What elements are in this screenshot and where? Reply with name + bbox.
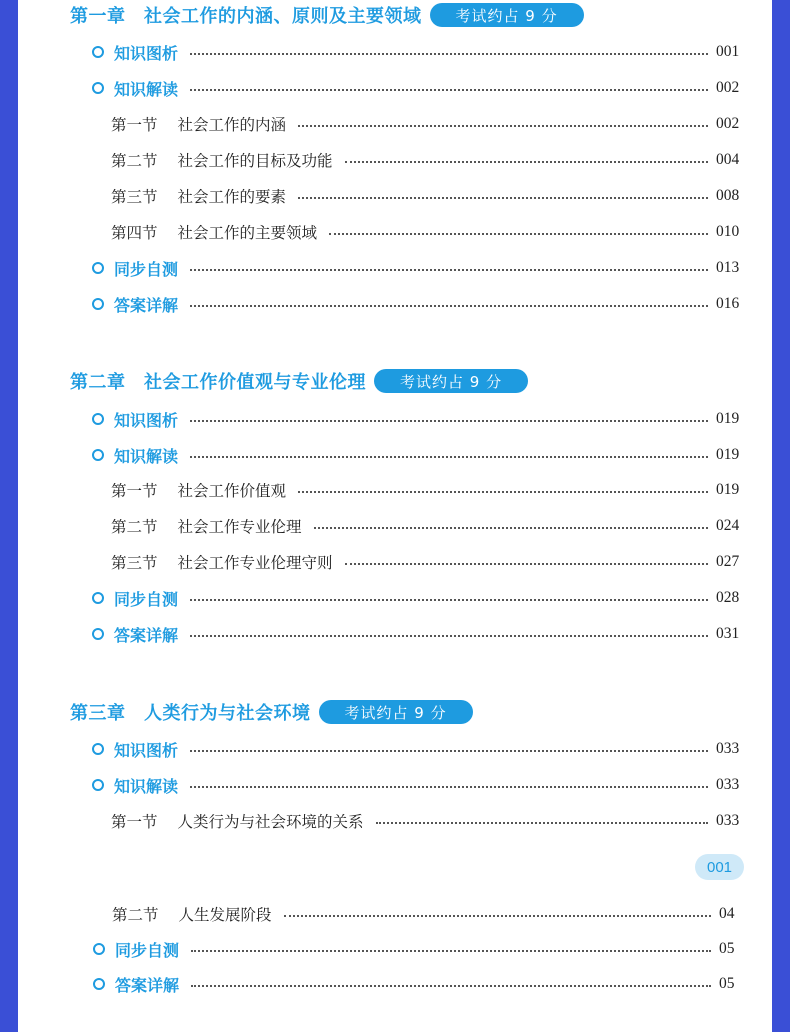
dot-leader <box>284 915 711 917</box>
toc-entry[interactable] <box>92 408 744 430</box>
toc-entry[interactable] <box>111 113 744 135</box>
toc-entry[interactable] <box>93 938 737 960</box>
toc-entry[interactable] <box>92 444 744 466</box>
toc-entry[interactable] <box>92 774 744 796</box>
entry-page: 010 <box>716 223 740 240</box>
entry-label: 第一节 社会工作的内涵 <box>111 116 287 134</box>
entry-label: 第二节 社会工作的目标及功能 <box>111 152 333 170</box>
bullet-icon <box>92 413 104 425</box>
entry-page: 019 <box>716 481 740 498</box>
chapter-3-heading[interactable] <box>70 699 473 725</box>
entry-label: 答案详解 <box>115 975 180 995</box>
dot-leader <box>190 89 708 91</box>
entry-page: 002 <box>716 79 740 96</box>
toc-entry[interactable] <box>92 77 744 99</box>
bullet-icon <box>92 298 104 310</box>
toc-entry[interactable] <box>92 41 744 63</box>
entry-page: 04 <box>719 905 735 922</box>
dot-leader <box>190 750 708 752</box>
entry-label: 答案详解 <box>114 625 179 645</box>
dot-leader <box>329 233 708 235</box>
toc-page <box>18 0 772 1032</box>
toc-entry[interactable] <box>92 293 744 315</box>
dot-leader <box>298 125 708 127</box>
dot-leader <box>190 305 708 307</box>
toc-entry[interactable] <box>92 623 744 645</box>
bullet-icon <box>92 262 104 274</box>
bullet-icon <box>93 943 105 955</box>
dot-leader <box>190 269 708 271</box>
chapter-2-heading[interactable] <box>70 368 528 394</box>
chapter-title: 第二章 社会工作价值观与专业伦理 <box>70 372 366 393</box>
toc-entry[interactable] <box>111 551 744 573</box>
entry-label: 第二节 人生发展阶段 <box>112 906 272 924</box>
entry-label: 知识图析 <box>114 740 179 760</box>
dot-leader <box>190 53 708 55</box>
entry-label: 同步自测 <box>115 940 180 960</box>
dot-leader <box>345 161 708 163</box>
entry-label: 知识解读 <box>114 79 179 99</box>
toc-entry[interactable] <box>92 738 744 760</box>
entry-page: 008 <box>716 187 740 204</box>
bullet-icon <box>92 592 104 604</box>
entry-page: 024 <box>716 517 740 534</box>
entry-page: 002 <box>716 115 740 132</box>
entry-page: 031 <box>716 625 740 642</box>
entry-label: 知识解读 <box>114 776 179 796</box>
toc-entry[interactable] <box>92 257 744 279</box>
entry-label: 答案详解 <box>114 295 179 315</box>
entry-label: 同步自测 <box>114 589 179 609</box>
dot-leader <box>190 786 708 788</box>
dot-leader <box>190 420 708 422</box>
toc-entry[interactable] <box>111 149 744 171</box>
toc-entry[interactable] <box>92 587 744 609</box>
exam-weight-badge: 考试约占 9 分 <box>374 369 528 393</box>
entry-label: 同步自测 <box>114 259 179 279</box>
entry-page: 019 <box>716 446 740 463</box>
dot-leader <box>298 197 708 199</box>
exam-weight-badge: 考试约占 9 分 <box>430 3 584 27</box>
exam-weight-badge: 考试约占 9 分 <box>319 700 473 724</box>
entry-label: 第三节 社会工作的要素 <box>111 188 287 206</box>
bullet-icon <box>92 628 104 640</box>
toc-entry[interactable] <box>111 810 744 832</box>
entry-label: 知识图析 <box>114 410 179 430</box>
entry-page: 027 <box>716 553 740 570</box>
chapter-1-heading[interactable] <box>70 2 584 28</box>
dot-leader <box>191 985 711 987</box>
toc-entry[interactable] <box>111 479 744 501</box>
toc-entry[interactable] <box>93 973 737 995</box>
entry-page: 033 <box>716 812 740 829</box>
dot-leader <box>345 563 708 565</box>
entry-page: 028 <box>716 589 740 606</box>
dot-leader <box>298 491 708 493</box>
dot-leader <box>190 599 708 601</box>
entry-label: 第四节 社会工作的主要领域 <box>111 224 318 242</box>
entry-page: 019 <box>716 410 740 427</box>
bullet-icon <box>92 779 104 791</box>
entry-page: 013 <box>716 259 740 276</box>
toc-entry[interactable] <box>111 185 744 207</box>
chapter-title: 第三章 人类行为与社会环境 <box>70 703 311 724</box>
dot-leader <box>190 635 708 637</box>
toc-entry[interactable] <box>111 221 744 243</box>
entry-page: 004 <box>716 151 740 168</box>
bullet-icon <box>92 449 104 461</box>
entry-label: 第二节 社会工作专业伦理 <box>111 518 302 536</box>
dot-leader <box>190 456 708 458</box>
dot-leader <box>191 950 711 952</box>
entry-label: 知识解读 <box>114 446 179 466</box>
entry-page: 05 <box>719 940 735 957</box>
entry-page: 05 <box>719 975 735 992</box>
dot-leader <box>314 527 708 529</box>
bullet-icon <box>92 743 104 755</box>
toc-entry[interactable] <box>111 515 744 537</box>
entry-page: 033 <box>716 776 740 793</box>
entry-page: 001 <box>716 43 740 60</box>
entry-label: 第三节 社会工作专业伦理守则 <box>111 554 333 572</box>
bullet-icon <box>93 978 105 990</box>
entry-page: 033 <box>716 740 740 757</box>
entry-page: 016 <box>716 295 740 312</box>
bullet-icon <box>92 82 104 94</box>
toc-entry[interactable] <box>112 903 737 925</box>
entry-label: 知识图析 <box>114 43 179 63</box>
dot-leader <box>376 822 708 824</box>
page-number-badge: 001 <box>695 854 744 880</box>
entry-label: 第一节 社会工作价值观 <box>111 482 287 500</box>
entry-label: 第一节 人类行为与社会环境的关系 <box>111 813 364 831</box>
chapter-title: 第一章 社会工作的内涵、原则及主要领域 <box>70 6 422 27</box>
bullet-icon <box>92 46 104 58</box>
